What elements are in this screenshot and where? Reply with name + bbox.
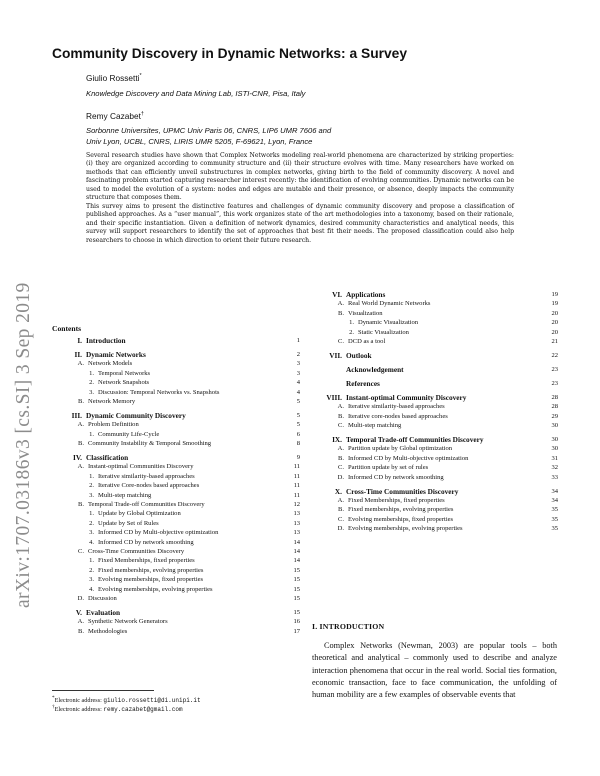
toc-subsection[interactable]: [52, 585, 300, 594]
toc-entry-page: 20: [551, 309, 558, 317]
toc-section[interactable]: [52, 350, 300, 359]
toc-entry-page: 14: [293, 538, 300, 546]
toc-section[interactable]: [312, 365, 558, 374]
footnote-2-mark: †: [52, 704, 55, 710]
toc-entry-number: 2.: [89, 519, 94, 527]
arxiv-stamp: arXiv:1707.03186v3 [cs.SI] 3 Sep 2019: [13, 282, 34, 608]
toc-entry-title: Community Life-Cycle: [98, 430, 160, 438]
toc-entry-number: A.: [337, 496, 344, 504]
toc-entry-title: Real World Dynamic Networks: [348, 300, 431, 308]
toc-entry-page: 13: [293, 529, 300, 537]
toc-subsection[interactable]: [312, 421, 558, 430]
toc-subsection[interactable]: [52, 491, 300, 500]
toc-entry-title: Update by Set of Rules: [98, 519, 159, 527]
toc-entry-title: Iterative Core-nodes based approaches: [98, 482, 200, 490]
toc-subsection[interactable]: [312, 496, 558, 505]
toc-left-column: [52, 336, 300, 636]
toc-entry-number: C.: [337, 464, 344, 472]
toc-entry-title: Informed CD by Multi-objective optimization: [98, 529, 219, 537]
toc-entry-number: C.: [337, 515, 344, 523]
toc-entry-page: 14: [293, 547, 300, 555]
toc-entry-number: B.: [77, 501, 84, 509]
toc-subsection[interactable]: [312, 454, 558, 463]
toc-entry-title: Discussion: Temporal Networks vs. Snapshots: [98, 388, 220, 396]
toc-entry-number: 2.: [349, 328, 354, 336]
toc-subsection[interactable]: [52, 439, 300, 448]
toc-entry-page: 21: [551, 337, 558, 345]
toc-entry-title: Problem Definition: [88, 421, 139, 429]
toc-entry-page: 11: [293, 491, 300, 499]
author-2-affiliation-line-2: Univ Lyon, UCBL, CNRS, LIRIS UMR 5205, F-69621, Lyon, France: [86, 137, 313, 146]
toc-subsection[interactable]: [52, 566, 300, 575]
toc-entry-number: A.: [77, 618, 84, 626]
toc-entry-number: 3.: [89, 529, 94, 537]
toc-entry-page: 19: [551, 291, 558, 298]
toc-subsection[interactable]: [312, 515, 558, 524]
toc-entry-number: A.: [337, 300, 344, 308]
toc-entry-number: 1.: [89, 557, 94, 565]
toc-entry-number: B.: [337, 309, 344, 317]
toc-entry-number: B.: [337, 454, 344, 462]
toc-entry-number: X.: [334, 486, 342, 496]
toc-subsection[interactable]: [52, 388, 300, 397]
toc-entry-page: 6: [296, 430, 300, 438]
footnote-2: [52, 703, 183, 714]
toc-subsection[interactable]: [52, 594, 300, 603]
toc-entry-page: 31: [551, 454, 558, 462]
toc-entry-title: Temporal Trade-off Communities Discovery: [346, 435, 484, 445]
toc-subsection[interactable]: [52, 500, 300, 509]
toc-entry-page: 12: [293, 501, 300, 509]
toc-entry-number: VIII.: [326, 392, 342, 402]
section-heading-introduction: I. INTRODUCTION: [312, 622, 385, 631]
toc-subsection[interactable]: [312, 402, 558, 411]
toc-entry-number: A.: [77, 360, 84, 368]
toc-entry-page: 35: [551, 515, 558, 523]
toc-entry-number: D.: [77, 594, 84, 602]
toc-entry-title: Multi-step matching: [98, 491, 152, 499]
toc-entry-page: 13: [293, 519, 300, 527]
toc-right-column: [312, 290, 558, 534]
toc-entry-number: VII.: [329, 350, 342, 360]
toc-entry-number: A.: [77, 463, 84, 471]
author-2-mark: †: [140, 111, 144, 118]
toc-entry-page: 34: [551, 496, 558, 504]
footnote-rule: [52, 690, 154, 691]
toc-subsection[interactable]: [312, 463, 558, 472]
toc-entry-number: V.: [75, 607, 82, 617]
toc-entry-page: 13: [293, 510, 300, 518]
toc-entry-page: 4: [296, 388, 300, 396]
toc-entry-page: 5: [296, 421, 300, 429]
author-1-affiliation: Knowledge Discovery and Data Mining Lab, ISTI-CNR, Pisa, Italy: [86, 89, 306, 98]
toc-entry-title: Acknowledgement: [346, 364, 404, 374]
toc-entry-title: Dynamic Community Discovery: [86, 410, 186, 420]
toc-entry-page: 11: [293, 472, 300, 480]
toc-entry-page: 22: [551, 351, 558, 359]
toc-entry-number: 1.: [89, 430, 94, 438]
toc-section[interactable]: [52, 336, 300, 345]
toc-entry-title: Network Models: [88, 360, 133, 368]
toc-section[interactable]: [312, 435, 558, 444]
toc-subsection[interactable]: [52, 528, 300, 537]
toc-subsection[interactable]: [312, 444, 558, 453]
author-2: [86, 111, 144, 121]
toc-subsection[interactable]: [52, 472, 300, 481]
toc-subsection[interactable]: [52, 420, 300, 429]
toc-entry-page: 28: [551, 393, 558, 401]
toc-entry-number: C.: [337, 337, 344, 345]
toc-section[interactable]: [312, 487, 558, 496]
toc-entry-title: Introduction: [86, 336, 126, 345]
toc-entry-title: Instant-optimal Communities Discovery: [88, 463, 194, 471]
toc-entry-page: 29: [551, 412, 558, 420]
abstract-paragraph-1: Several research studies have shown that Complex Networks modeling real-world phenomena are characterized by striking properties: (i) they are organized according to community structure and (ii) their structure evolves with time. Many researchers have worked on methods that can efficiently unveil substructures in complex networks, giving birth to the field of community discovery. A novel and fascinating problem started capturing researcher interest recently: the identification of evolving communities. Dynamic networks can be used to model the evolution of a system: nodes and edges are mutable and their presence, or absence, deeply impacts the community structure that composes them.: [86, 152, 514, 202]
toc-entry-title: Fixed memberships, evolving properties: [98, 566, 204, 574]
toc-entry-title: Evolving memberships, evolving properties: [98, 585, 213, 593]
toc-entry-title: Classification: [86, 453, 129, 463]
toc-entry-title: Instant-optimal Community Discovery: [346, 392, 467, 402]
toc-subsection[interactable]: [312, 309, 558, 318]
toc-subsection[interactable]: [52, 519, 300, 528]
footnote-1-email[interactable]: giulio.rossetti@di.unipi.it: [103, 697, 201, 705]
toc-entry-title: Static Visualization: [358, 328, 409, 336]
author-1-mark: *: [139, 73, 142, 80]
toc-entry-page: 16: [293, 618, 300, 626]
toc-entry-page: 14: [293, 557, 300, 565]
toc-entry-number: 3.: [89, 491, 94, 499]
toc-entry-page: 17: [293, 627, 300, 635]
author-1: [86, 73, 142, 83]
toc-entry-number: III.: [71, 410, 82, 420]
toc-entry-page: 11: [293, 463, 300, 471]
toc-subsection[interactable]: [52, 359, 300, 368]
toc-entry-page: 15: [293, 585, 300, 593]
toc-entry-title: Partition update by Global optimization: [348, 445, 453, 453]
toc-entry-page: 8: [296, 440, 300, 448]
toc-entry-number: 4.: [89, 538, 94, 546]
toc-entry-number: 4.: [89, 585, 94, 593]
toc-section[interactable]: [312, 379, 558, 388]
toc-entry-page: 15: [293, 608, 300, 616]
toc-entry-title: Partition update by set of rules: [348, 464, 429, 472]
toc-subsection[interactable]: [52, 547, 300, 556]
toc-section[interactable]: [312, 351, 558, 360]
toc-subsection[interactable]: [312, 524, 558, 533]
abstract-paragraph-2: This survey aims to present the distinctive features and challenges of dynamic community discovery and propose a classification of published approaches. As a “user manual”, this work organizes state of the art methodologies into a taxonomy, based on their rationale, and their specific instantiation. Given a definition of network dynamics, desired community characteristics and analytical needs, this survey will support researchers to identify the set of approaches that best fit their needs. The proposed classification could also help researchers to choose in which direction to orient their future research.: [86, 202, 514, 244]
toc-entry-title: Informed CD by network smoothing: [348, 473, 444, 481]
toc-entry-title: Temporal Trade-off Communities Discovery: [88, 501, 205, 509]
toc-subsection[interactable]: [52, 538, 300, 547]
toc-subsection[interactable]: [52, 369, 300, 378]
toc-entry-page: 15: [293, 594, 300, 602]
toc-entry-number: B.: [77, 397, 84, 405]
toc-entry-page: 35: [551, 525, 558, 533]
toc-entry-page: 34: [551, 487, 558, 495]
toc-entry-title: Community Instability & Temporal Smoothing: [88, 440, 212, 448]
toc-entry-page: 30: [551, 445, 558, 453]
toc-section[interactable]: [52, 608, 300, 617]
toc-entry-page: 15: [293, 576, 300, 584]
toc-entry-number: B.: [77, 627, 84, 635]
toc-entry-title: Network Snapshots: [98, 379, 150, 387]
toc-subsection[interactable]: [52, 430, 300, 439]
toc-section[interactable]: [312, 290, 558, 299]
toc-entry-number: C.: [77, 547, 84, 555]
toc-entry-page: 2: [296, 350, 300, 358]
toc-entry-page: 28: [551, 403, 558, 411]
toc-entry-title: Dynamic Networks: [86, 349, 146, 359]
toc-subsection[interactable]: [312, 473, 558, 482]
paper-title: Community Discovery in Dynamic Networks: a Survey: [52, 46, 408, 61]
toc-entry-title: Informed CD by network smoothing: [98, 538, 194, 546]
toc-entry-title: Methodologies: [88, 627, 128, 635]
toc-entry-number: 3.: [89, 388, 94, 396]
toc-subsection[interactable]: [52, 617, 300, 626]
toc-entry-page: 3: [296, 360, 300, 368]
toc-entry-page: 33: [551, 473, 558, 481]
footnote-1-mark: *: [52, 695, 55, 701]
author-1-name: Giulio Rossetti: [86, 73, 140, 83]
toc-subsection[interactable]: [52, 481, 300, 490]
toc-entry-number: A.: [337, 445, 344, 453]
toc-entry-number: IX.: [332, 435, 342, 445]
toc-entry-page: 4: [296, 379, 300, 387]
toc-subsection[interactable]: [52, 378, 300, 387]
toc-subsection[interactable]: [312, 505, 558, 514]
toc-entry-title: Evolving memberships, evolving properties: [348, 525, 463, 533]
toc-entry-title: Informed CD by Multi-objective optimization: [348, 454, 469, 462]
footnote-2-label: Electronic address:: [54, 706, 104, 714]
toc-entry-number: VI.: [332, 290, 342, 299]
toc-entry-title: Update by Global Optimization: [98, 510, 181, 518]
toc-entry-number: B.: [337, 506, 344, 514]
toc-entry-number: IV.: [73, 453, 82, 463]
toc-entry-page: 1: [296, 337, 300, 344]
toc-entry-page: 30: [551, 436, 558, 444]
toc-entry-number: C.: [337, 422, 344, 430]
toc-entry-title: Fixed Memberships, fixed properties: [348, 496, 445, 504]
toc-section[interactable]: [312, 393, 558, 402]
toc-subsection[interactable]: [52, 462, 300, 471]
toc-subsection[interactable]: [52, 397, 300, 406]
toc-entry-page: 35: [551, 506, 558, 514]
toc-entry-page: 23: [551, 365, 558, 373]
toc-entry-number: 2.: [89, 566, 94, 574]
toc-subsection[interactable]: [312, 337, 558, 346]
toc-subsection[interactable]: [312, 412, 558, 421]
toc-entry-page: 32: [551, 464, 558, 472]
abstract: [86, 152, 514, 245]
introduction-paragraph: Complex Networks (Newman, 2003) are popular tools – both theoretical and analytical – commonly used to describe and analyze interaction phenomena that occur in the real world. Social ties formation, economic transaction, face to face communication, the unfolding of human mobility are a few examples of observable events that: [312, 641, 557, 700]
toc-subsection[interactable]: [52, 575, 300, 584]
toc-entry-title: DCD as a tool: [348, 337, 386, 345]
toc-entry-title: Evaluation: [86, 607, 121, 617]
toc-entry-number: I.: [77, 336, 82, 345]
contents-heading: Contents: [52, 324, 82, 333]
toc-entry-title: Iterative similarity-based approaches: [98, 472, 195, 480]
toc-entry-page: 11: [293, 482, 300, 490]
toc-entry-page: 15: [293, 566, 300, 574]
toc-entry-page: 5: [296, 397, 300, 405]
author-2-affiliation-line-1: Sorbonne Universites, UPMC Univ Paris 06, CNRS, LIP6 UMR 7606 and: [86, 126, 332, 135]
toc-entry-number: B.: [337, 412, 344, 420]
toc-subsection[interactable]: [312, 318, 558, 327]
toc-entry-title: Multi-step matching: [348, 422, 402, 430]
toc-entry-title: Visualization: [348, 309, 383, 317]
toc-entry-title: Temporal Networks: [98, 369, 151, 377]
toc-entry-title: Fixed memberships, evolving properties: [348, 506, 454, 514]
toc-entry-page: 9: [296, 454, 300, 462]
toc-entry-title: Dynamic Visualization: [358, 319, 419, 327]
toc-entry-title: References: [346, 378, 380, 388]
toc-entry-page: 30: [551, 422, 558, 430]
toc-entry-title: Fixed Memberships, fixed properties: [98, 557, 195, 565]
toc-entry-title: Cross-Time Communities Discovery: [88, 547, 185, 555]
toc-entry-number: D.: [337, 473, 344, 481]
toc-subsection[interactable]: [312, 328, 558, 337]
toc-entry-page: 3: [296, 369, 300, 377]
toc-entry-title: Synthetic Network Generators: [88, 618, 168, 626]
toc-entry-title: Evolving memberships, fixed properties: [98, 576, 204, 584]
toc-entry-page: 19: [551, 300, 558, 308]
toc-entry-title: Applications: [346, 290, 386, 299]
toc-subsection[interactable]: [52, 556, 300, 565]
toc-entry-number: 1.: [349, 319, 354, 327]
toc-entry-page: 5: [296, 411, 300, 419]
toc-entry-number: II.: [74, 349, 82, 359]
toc-entry-number: 1.: [89, 472, 94, 480]
toc-entry-page: 20: [551, 319, 558, 327]
toc-entry-title: Network Memory: [88, 397, 136, 405]
toc-entry-number: 3.: [89, 576, 94, 584]
toc-entry-number: A.: [337, 403, 344, 411]
toc-entry-number: 2.: [89, 379, 94, 387]
toc-subsection[interactable]: [52, 627, 300, 636]
toc-subsection[interactable]: [52, 509, 300, 518]
footnote-2-email[interactable]: remy.cazabet@gmail.com: [103, 706, 183, 714]
toc-entry-title: Discussion: [88, 594, 117, 602]
toc-entry-title: Iterative similarity-based approaches: [348, 403, 445, 411]
toc-entry-page: 23: [551, 379, 558, 387]
toc-entry-number: B.: [77, 440, 84, 448]
toc-entry-title: Iterative core-nodes based approaches: [348, 412, 448, 420]
footnote-1-label: Electronic address:: [54, 697, 104, 705]
toc-entry-number: 1.: [89, 369, 94, 377]
introduction-body: [312, 640, 557, 701]
toc-entry-number: 2.: [89, 482, 94, 490]
toc-subsection[interactable]: [312, 299, 558, 308]
author-2-name: Remy Cazabet: [86, 111, 141, 121]
toc-section[interactable]: [52, 411, 300, 420]
toc-entry-title: Evolving memberships, fixed properties: [348, 515, 454, 523]
toc-entry-title: Cross-Time Communities Discovery: [346, 486, 459, 496]
toc-entry-number: D.: [337, 525, 344, 533]
toc-entry-page: 20: [551, 328, 558, 336]
toc-entry-number: 1.: [89, 510, 94, 518]
toc-section[interactable]: [52, 453, 300, 462]
toc-entry-title: Outlook: [346, 350, 372, 360]
toc-entry-number: A.: [77, 421, 84, 429]
